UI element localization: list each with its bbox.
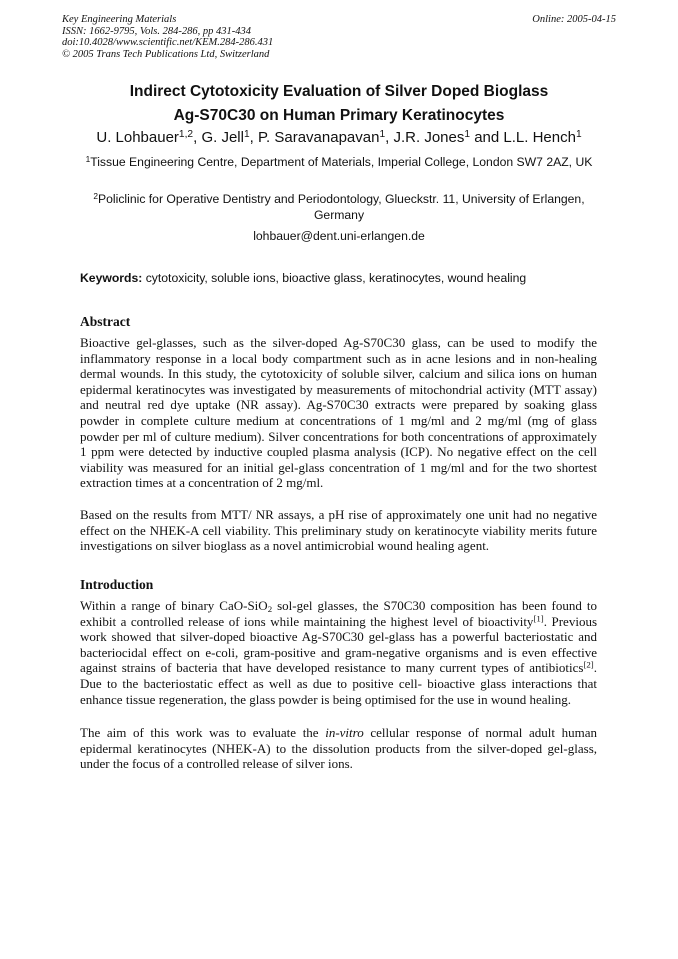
author-name: J.R. Jones [393, 129, 465, 146]
reference-mark: [2] [583, 659, 594, 670]
abstract-heading: Abstract [80, 314, 131, 329]
author-separator: and [470, 129, 504, 146]
intro-text: The aim of this work was to evaluate the [80, 725, 326, 740]
online-date: Online: 2005-04-15 [532, 14, 616, 25]
issn-line: ISSN: 1662-9795, Vols. 284-286, pp 431-434 [62, 25, 251, 37]
introduction-paragraph-1 [80, 598, 597, 707]
abstract-paragraph-2: Based on the results from MTT/ NR assays, a pH rise of approximately one unit had no negative effect on the NHEK-A cell viability. This preliminary study on keratinocyte viability merits future investigations on silver bioglass as a novel antimicrobial wound healing agent. [80, 507, 597, 554]
affiliation-mark: 2 [93, 190, 98, 201]
keywords [80, 271, 600, 285]
author-separator: , [249, 129, 258, 146]
doi-line: doi:10.4028/www.scientific.net/KEM.284-286.431 [62, 37, 274, 48]
author-affiliation-mark: 1 [464, 128, 471, 140]
copyright-line: © 2005 Trans Tech Publications Ltd, Switzerland [62, 48, 270, 60]
intro-text: . Previous work showed that silver-doped bioactive Ag-S70C30 gel-glass has a powerful bacteriostatic and bacteriocidal effect on e-coli, gram-positive and gram-negative organisms and is even effective against strains of bacteria that have developed resistance to many current types of antibiotics [80, 613, 597, 676]
author-separator: , [193, 129, 202, 146]
affiliation-text: Policlinic for Operative Dentistry and Periodontology, Glueckstr. 11, University of Erlangen, Germany [98, 192, 585, 222]
italic-term: in-vitro [325, 725, 364, 740]
author-name: P. Saravanapavan [257, 129, 380, 146]
author-affiliation-mark: 1 [379, 128, 386, 140]
author-email: lohbauer@dent.uni-erlangen.de [253, 229, 425, 243]
author-list [60, 128, 618, 148]
intro-text: . Due to the bacteriostatic effect as well as due to positive cell- bioactive glass interactions that enhance tissue regeneration, the glass powder is being optimised for the use in wound healing. [80, 660, 597, 707]
affiliation-2 [70, 191, 608, 223]
intro-text: Within a range of binary CaO-SiO [80, 598, 268, 613]
affiliation-text: Tissue Engineering Centre, Department of Materials, Imperial College, London SW7 2AZ, UK [90, 155, 593, 169]
abstract-paragraph-1: Bioactive gel-glasses, such as the silver-doped Ag-S70C30 glass, can be used to modify the inflammatory response in a local body compartment such as in acne lesions and in non-healing dermal wounds. In this study, the cytotoxicity of soluble silver, calcium and silica ions on human epidermal keratinocytes was investigated by measurements of mitochondrial activity (MTT assay) and neutral red dye uptake (NR assay). Ag-S70C30 extracts were prepared by soaking glass powder in complete culture medium at concentrations of 1 mg/ml and 2 mg/ml (mg of glass powder per ml of culture medium). Silver concentrations for both concentrations of approximately 1 ppm were detected by inductive coupled plasma analysis (ICP). No negative effect on the cell viability was measured for an initial gel-glass concentration of 1 mg/ml and for the two shortest extraction times at a concentration of 2 mg/ml. [80, 335, 597, 491]
keywords-label: Keywords: [80, 271, 143, 285]
author-name: G. Jell [201, 129, 244, 146]
author-name: L.L. Hench [503, 129, 576, 146]
affiliation-mark: 1 [85, 153, 91, 164]
author-affiliation-mark: 1 [575, 128, 582, 140]
author-separator: , [385, 129, 394, 146]
author-affiliation-mark: 1 [243, 128, 250, 140]
introduction-heading: Introduction [80, 577, 154, 592]
paper-title [60, 80, 618, 128]
journal-name: Key Engineering Materials [62, 14, 177, 25]
reference-mark: [1] [533, 613, 544, 624]
author-name: U. Lohbauer [96, 129, 179, 146]
affiliation-1 [70, 154, 608, 170]
introduction-paragraph-2 [80, 725, 597, 772]
intro-text: cellular response of normal adult human epidermal keratinocytes (NHEK-A) to the dissolution products from the silver-doped gel-glass, under the focus of a controlled release of silver ions. [80, 725, 597, 772]
intro-text: sol-gel glasses, the S70C30 composition has been found to exhibit a controlled release of ions while maintaining the highest level of bioactivity [80, 598, 597, 629]
subscript: 2 [267, 604, 273, 615]
author-affiliation-mark: 1,2 [178, 128, 194, 140]
page-header [62, 14, 616, 60]
title-line-2: Ag-S70C30 on Human Primary Keratinocytes [173, 107, 505, 124]
title-line-1: Indirect Cytotoxicity Evaluation of Silver Doped Bioglass [129, 83, 549, 100]
keywords-text: cytotoxicity, soluble ions, bioactive glass, keratinocytes, wound healing [145, 271, 527, 285]
